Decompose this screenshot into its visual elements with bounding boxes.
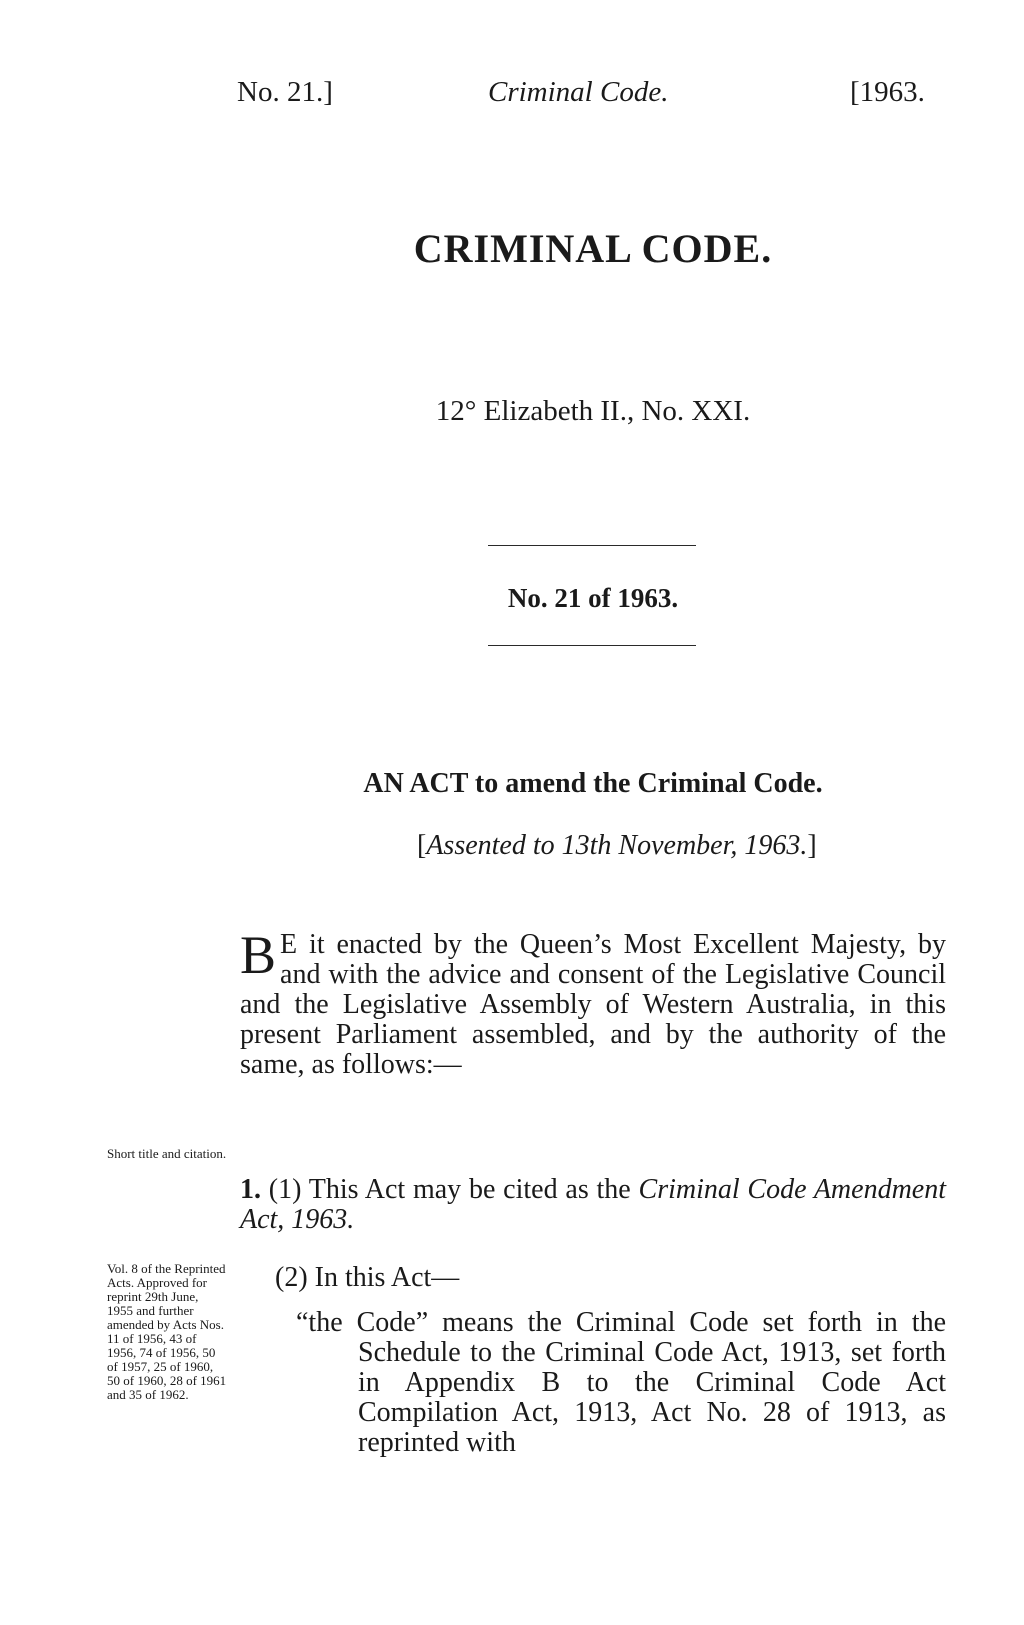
long-title: AN ACT to amend the Criminal Code. [363, 768, 823, 799]
act-number: No. 21 of 1963. [507, 583, 679, 613]
margin-note-short-title: Short title and citation. [107, 1146, 227, 1161]
running-header-right: [1963. [850, 76, 925, 108]
assent-open-bracket: [ [417, 830, 427, 861]
drop-cap: B [240, 925, 277, 985]
subsection-2-lead: (2) In this Act— [275, 1262, 460, 1293]
margin-note-reprint: Vol. 8 of the Reprinted Acts. Approved for reprint 29th June, 1955 and further amended by Acts Nos. 11 of 1956, 43 of 1956, 74 of 1956, 50 of 1957, 25 of 1960, 50 of 1960, 28 of 1961 and 35 of 1962. [107, 1261, 227, 1402]
definition-the-code [296, 1308, 946, 1458]
regnal-year: 12° Elizabeth II., No. XXI. [435, 395, 751, 427]
divider-top [488, 545, 696, 546]
assent-close-bracket: ] [807, 830, 817, 861]
section-citation: Criminal Code Amendment Act, 1963. [240, 1174, 947, 1235]
enacting-formula [240, 925, 946, 1080]
assent-line [417, 830, 817, 862]
section-1 [240, 1175, 946, 1235]
assent-text: Assented to 13th November, 1963. [426, 830, 808, 861]
definition-text: “the Code” means the Criminal Code set forth in the Schedule to the Criminal Code Act, 1913, set forth in Appendix B to the Criminal Code Act Compilation Act, 1913, Act No. 28 of 1913, as reprinted with [296, 1307, 946, 1458]
section-text: (1) This Act may be cited as the [268, 1174, 631, 1205]
section-number: 1. [240, 1174, 261, 1205]
running-header-left: No. 21.] [237, 76, 333, 108]
page-title: CRIMINAL CODE. [413, 226, 773, 271]
divider-bottom [488, 645, 696, 646]
running-header-center: Criminal Code. [488, 76, 669, 108]
enacting-text: E it enacted by the Queen’s Most Excellent Majesty, by and with the advice and consent of the Legislative Council and the Legislative Assembly of Western Australia, in this present Parliament assembled, and by the authority of the same, as follows:— [240, 929, 946, 1080]
